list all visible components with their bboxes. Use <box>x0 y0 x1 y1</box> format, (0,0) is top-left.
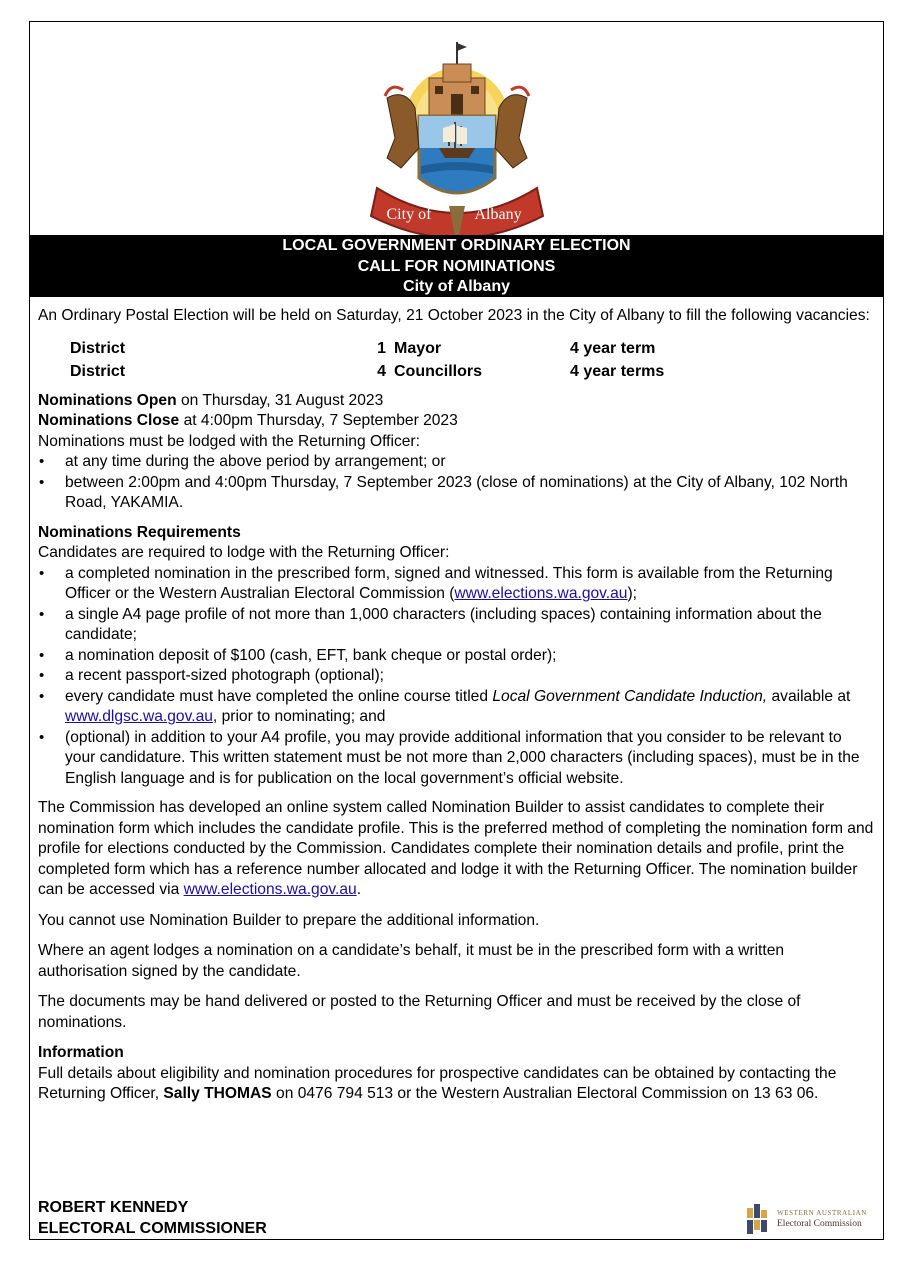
notice-body <box>38 306 875 1105</box>
requirement-text: , prior to nominating; and <box>212 708 386 725</box>
intro-paragraph: An Ordinary Postal Election will be held on Saturday, 21 October 2023 in the City of Albany to fill the following vacancies: <box>38 307 870 324</box>
requirement-text: ); <box>627 585 638 602</box>
requirements-list <box>38 564 875 790</box>
vacancy-area: District <box>70 339 126 357</box>
wa-logo-line-2: Electoral Commission <box>777 1219 862 1229</box>
crest-ribbon-left-text: City of <box>386 206 432 223</box>
builder-note: You cannot use Nomination Builder to prepare the additional information. <box>38 911 540 929</box>
list-item: • a recent passport-sized photograph (optional); <box>38 666 875 687</box>
crest-ribbon <box>357 206 557 226</box>
signature-block <box>38 1197 267 1239</box>
requirement-text: a completed nomination in the prescribed form, signed and witnessed. This form is available from the Returning Officer or the Western Australian Electoral Commission ( <box>65 564 833 602</box>
list-item: • a nomination deposit of $100 (cash, EFT, bank cheque or postal order); <box>38 646 875 667</box>
elections-wa-link[interactable]: www.elections.wa.gov.au <box>454 585 628 602</box>
notice-frame <box>29 21 884 1240</box>
documents-paragraph: The documents may be hand delivered or posted to the Returning Officer and must be received by the close of nominations. <box>38 993 801 1031</box>
lodge-text: Nominations must be lodged with the Returning Officer: <box>38 432 420 450</box>
nominations-close <box>38 411 875 432</box>
lodge-list <box>38 452 875 514</box>
vacancy-area: District <box>70 362 126 380</box>
nominations-open-label: Nominations Open <box>38 391 177 409</box>
wa-logo-line-1: WESTERN AUSTRALIAN <box>777 1209 867 1217</box>
information-heading: Information <box>38 1044 124 1061</box>
requirement-text: available at <box>767 687 851 705</box>
elections-wa-link[interactable]: www.elections.wa.gov.au <box>183 881 357 898</box>
vacancy-count: 1 <box>377 339 386 357</box>
list-item <box>38 687 875 728</box>
information-paragraph <box>38 1064 875 1105</box>
list-item: • (optional) in addition to your A4 profile, you may provide additional information that you consider to be relevant to your candidature. This written statement must be not more than 2,000 characters (including spaces), must be in the English language and is for publication on the local government’s official website. <box>38 728 875 790</box>
builder-text-end: . <box>356 881 362 898</box>
course-title: Local Government Candidate Induction, <box>492 687 768 705</box>
title-banner <box>30 235 883 297</box>
returning-officer-name: Sally THOMAS <box>163 1085 272 1102</box>
vacancies-table <box>38 337 875 383</box>
vacancy-position: Councillors <box>394 362 483 380</box>
information-text: Full details about eligibility and nomination procedures for prospective candidates can be obtained by contacting the Returning Officer, <box>38 1064 837 1102</box>
list-item: • at any time during the above period by arrangement; or <box>38 452 875 473</box>
banner-line-2: CALL FOR NOMINATIONS <box>357 257 556 275</box>
builder-text: The Commission has developed an online system called Nomination Builder to assist candidates to complete their nomination form which includes the candidate profile. This is the preferred method of completing the nomination form and profile for elections conducted by the Commission. Candidates complete their nomination details and profile, print the completed form which has a reference number allocated and lodge it with the Returning Officer. The nomination builder can be accessed via <box>38 799 874 898</box>
requirement-text: every candidate must have completed the online course titled <box>65 687 493 705</box>
wa-electoral-commission-logo <box>745 1202 885 1236</box>
vacancy-count: 4 <box>377 362 386 380</box>
information-text: on 0476 794 513 or the Western Australian Electoral Commission on 13 63 06. <box>271 1085 819 1102</box>
commissioner-name: ROBERT KENNEDY <box>38 1199 189 1216</box>
list-item: • between 2:00pm and 4:00pm Thursday, 7 September 2023 (close of nominations) at the City of Albany, 102 North Road, YAKAMIA. <box>38 473 875 514</box>
crest-ribbon-right-text: Albany <box>474 206 522 223</box>
requirements-intro: Candidates are required to lodge with the Returning Officer: <box>38 544 450 561</box>
vacancy-term: 4 year term <box>570 339 656 357</box>
ballot-logo-icon <box>745 1202 771 1236</box>
banner-line-3: City of Albany <box>403 278 510 295</box>
requirements-heading: Nominations Requirements <box>38 523 241 541</box>
commissioner-title: ELECTORAL COMMISSIONER <box>38 1220 267 1237</box>
list-item: • a single A4 page profile of not more than 1,000 characters (including spaces) containing information about the candidate; <box>38 605 875 646</box>
list-item <box>38 564 875 605</box>
nominations-open-date: on Thursday, 31 August 2023 <box>176 391 384 409</box>
nominations-open <box>38 391 875 412</box>
banner-line-1: LOCAL GOVERNMENT ORDINARY ELECTION <box>282 237 631 254</box>
vacancy-term: 4 year terms <box>570 362 665 380</box>
nominations-close-label: Nominations Close <box>38 412 180 429</box>
city-of-albany-crest <box>30 38 883 246</box>
dlgsc-link[interactable]: www.dlgsc.wa.gov.au <box>65 708 213 725</box>
builder-paragraph <box>38 798 875 901</box>
nominations-close-date: at 4:00pm Thursday, 7 September 2023 <box>179 412 458 429</box>
vacancy-position: Mayor <box>394 339 442 357</box>
agent-paragraph: Where an agent lodges a nomination on a candidate’s behalf, it must be in the prescribed form with a written authorisation signed by the candidate. <box>38 942 785 980</box>
